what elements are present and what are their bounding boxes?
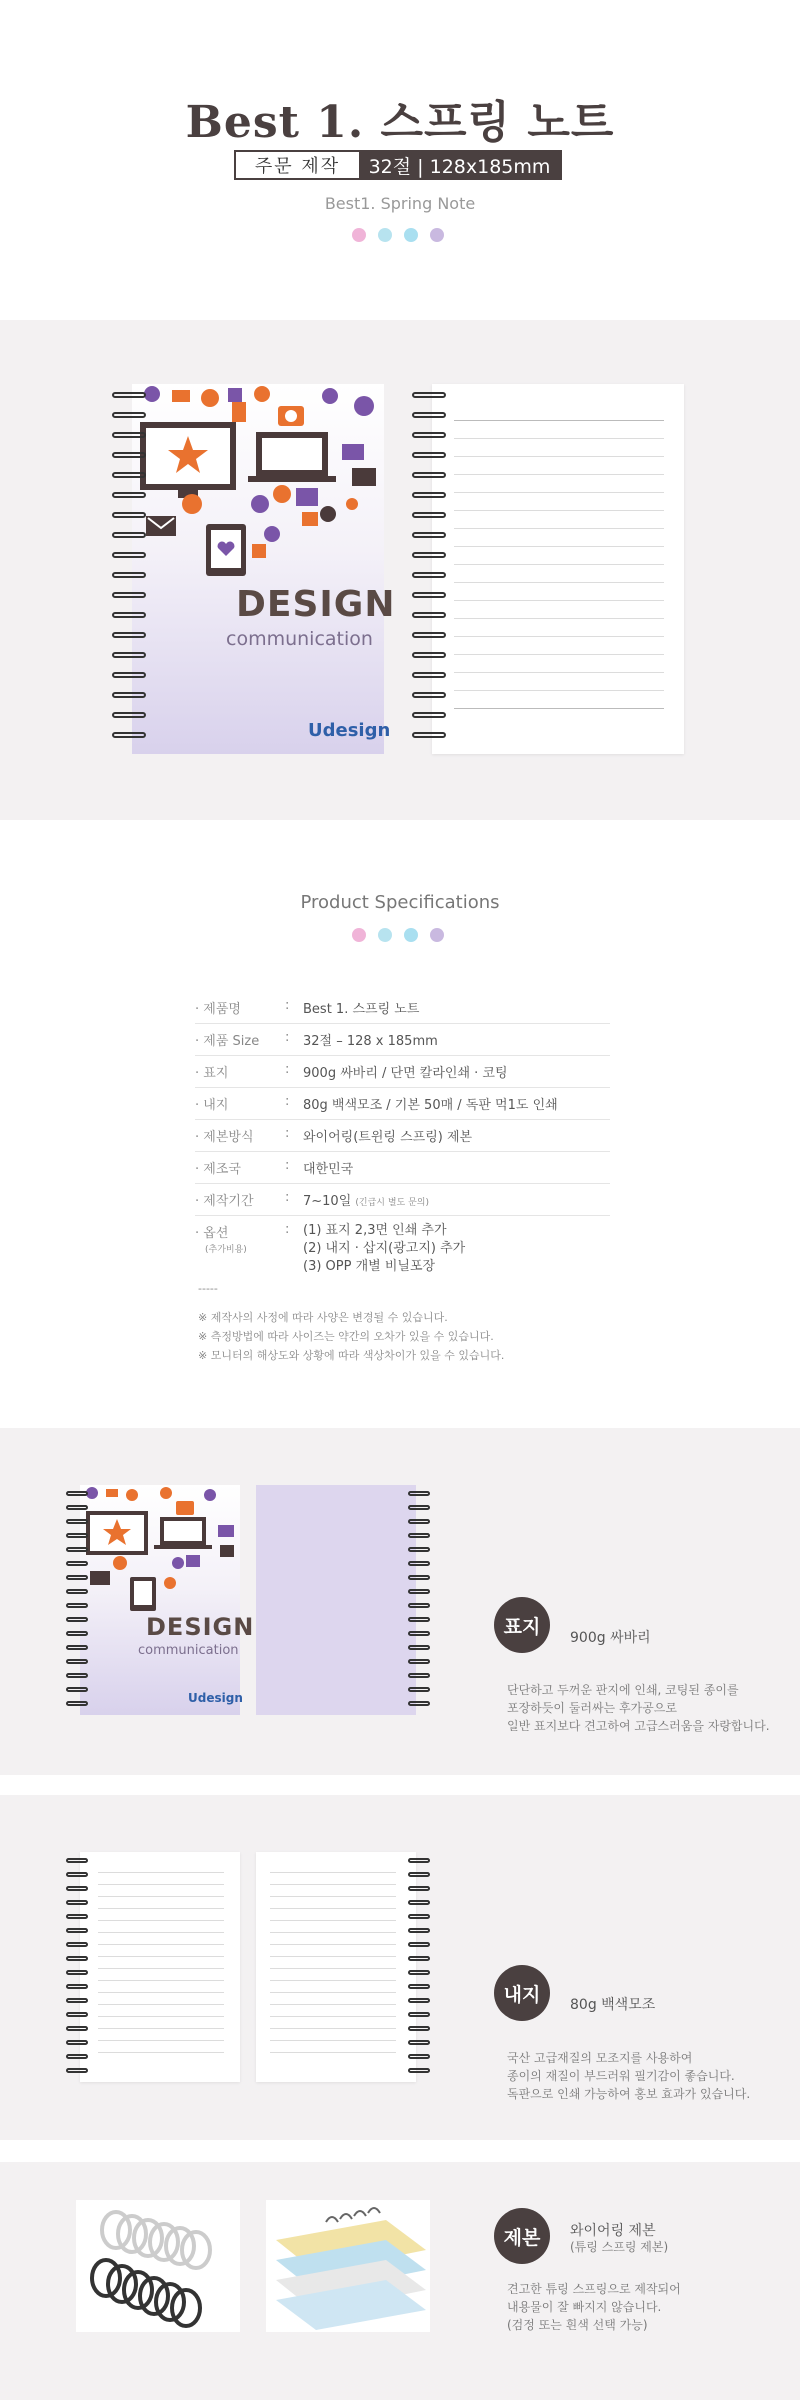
notebook-inner-image [412, 384, 684, 754]
wire-ring-illustration [76, 2200, 240, 2332]
note-line: ※ 측정방법에 따라 사이즈는 약간의 오차가 있을 수 있습니다. [198, 1330, 494, 1343]
cover-design-text: DESIGN [236, 584, 396, 625]
dot-lavender [430, 228, 444, 242]
feature-title: 와이어링 제본 [570, 2223, 656, 2239]
spec-row: · 제조국 : 대한민국 [195, 1152, 610, 1184]
spiral-binding [66, 1858, 88, 2082]
notebook-cover-image [112, 384, 396, 754]
feature-description: 국산 고급재질의 모조지를 사용하여 종이의 재질이 부드러워 필기감이 좋습니다. 독판으로 인쇄 가능하여 홍보 효과가 있습니다. [507, 2051, 751, 2101]
page-title: Best 1. 스프링 노트 [185, 97, 615, 148]
stacked-notebooks-photo [266, 2200, 430, 2332]
inner-page-left-image [66, 1852, 240, 2082]
feature-title: 80g 백색모조 [570, 1997, 656, 2013]
note-line: ※ 모니터의 해상도와 상황에 따라 색상차이가 있을 수 있습니다. [198, 1349, 505, 1362]
cover-logo: Udesign [188, 1691, 243, 1705]
icon-collage [80, 1485, 240, 1615]
tag-size: 32절 | 128x185mm [359, 152, 560, 178]
stacked-notebooks-illustration [266, 2200, 430, 2332]
ruled-lines [98, 1872, 224, 2053]
feature-subtitle: (튜링 스프링 제본) [570, 2240, 669, 2254]
cover-communication-text: communication [226, 628, 373, 650]
note-line: ※ 제작사의 사정에 따라 사양은 변경될 수 있습니다. [198, 1311, 448, 1324]
specs-section [0, 820, 800, 1428]
spec-row: · 제본방식 : 와이어링(트윈링 스프링) 제본 [195, 1120, 610, 1152]
cover-communication-text: communication [138, 1643, 239, 1658]
spec-row: · 제품 Size : 32절 – 128 x 185mm [195, 1024, 610, 1056]
badge-binding: 제본 [494, 2208, 550, 2264]
spiral-binding [412, 392, 446, 752]
tag-order: 주문 제작 [254, 156, 341, 177]
feature-cover-section [0, 1428, 800, 1775]
dot-sky [404, 928, 418, 942]
spec-tag [234, 150, 562, 180]
notes-divider: ----- [198, 1282, 218, 1295]
color-dots [352, 228, 444, 242]
cover-back-image [256, 1485, 430, 1715]
dot-pink [352, 228, 366, 242]
dot-pink [352, 928, 366, 942]
badge-inner: 내지 [494, 1965, 550, 2021]
ruled-lines [270, 1872, 396, 2053]
dot-lavender [430, 928, 444, 942]
header-section [0, 0, 800, 320]
feature-binding-section [0, 2162, 800, 2400]
spiral-binding [66, 1491, 88, 1715]
hero-section [0, 320, 800, 820]
feature-title: 900g 싸바리 [570, 1630, 651, 1646]
cover-logo: Udesign [308, 720, 391, 741]
subtitle: Best1. Spring Note [324, 194, 476, 213]
cover-design-text: DESIGN [146, 1613, 255, 1641]
spiral-binding [408, 1491, 430, 1715]
feature-description: 견고한 튜링 스프링으로 제작되어 내용물이 잘 빠지지 않습니다. (검정 또는 흰색 선택 가능) [507, 2282, 681, 2332]
dot-mint [378, 228, 392, 242]
feature-description: 단단하고 두꺼운 판지에 인쇄, 코팅된 종이를 포장하듯이 둘러싸는 후가공으로 일반 표지보다 견고하여 고급스러움을 자랑합니다. [507, 1683, 770, 1733]
color-dots [352, 928, 444, 942]
spiral-binding [408, 1858, 430, 2082]
dot-sky [404, 228, 418, 242]
feature-inner-section [0, 1795, 800, 2140]
wire-ring-photo [76, 2200, 240, 2332]
spec-table [195, 992, 610, 1282]
spec-row: · 내지 : 80g 백색모조 / 기본 50매 / 독판 먹1도 인쇄 [195, 1088, 610, 1120]
spec-row: · 제작기간 : 7~10일 (긴급시 별도 문의) [195, 1184, 610, 1216]
specs-title: Product Specifications [300, 892, 500, 913]
spec-row: · 표지 : 900g 싸바리 / 단면 칼라인쇄 · 코팅 [195, 1056, 610, 1088]
badge-cover: 표지 [494, 1597, 550, 1653]
cover-front-image [66, 1485, 255, 1715]
icon-collage [132, 384, 384, 584]
spiral-binding [112, 392, 146, 752]
spec-row-option: · 옵션 (추가비용) : (1) 표지 2,3면 인쇄 추가 (2) 내지 · 삽지(광고지) 추가 (3) OPP 개별 비닐포장 [195, 1222, 466, 1274]
inner-page-right-image [256, 1852, 430, 2082]
spec-row: · 제품명 : Best 1. 스프링 노트 [195, 992, 610, 1024]
ruled-lines [454, 420, 664, 709]
dot-mint [378, 928, 392, 942]
